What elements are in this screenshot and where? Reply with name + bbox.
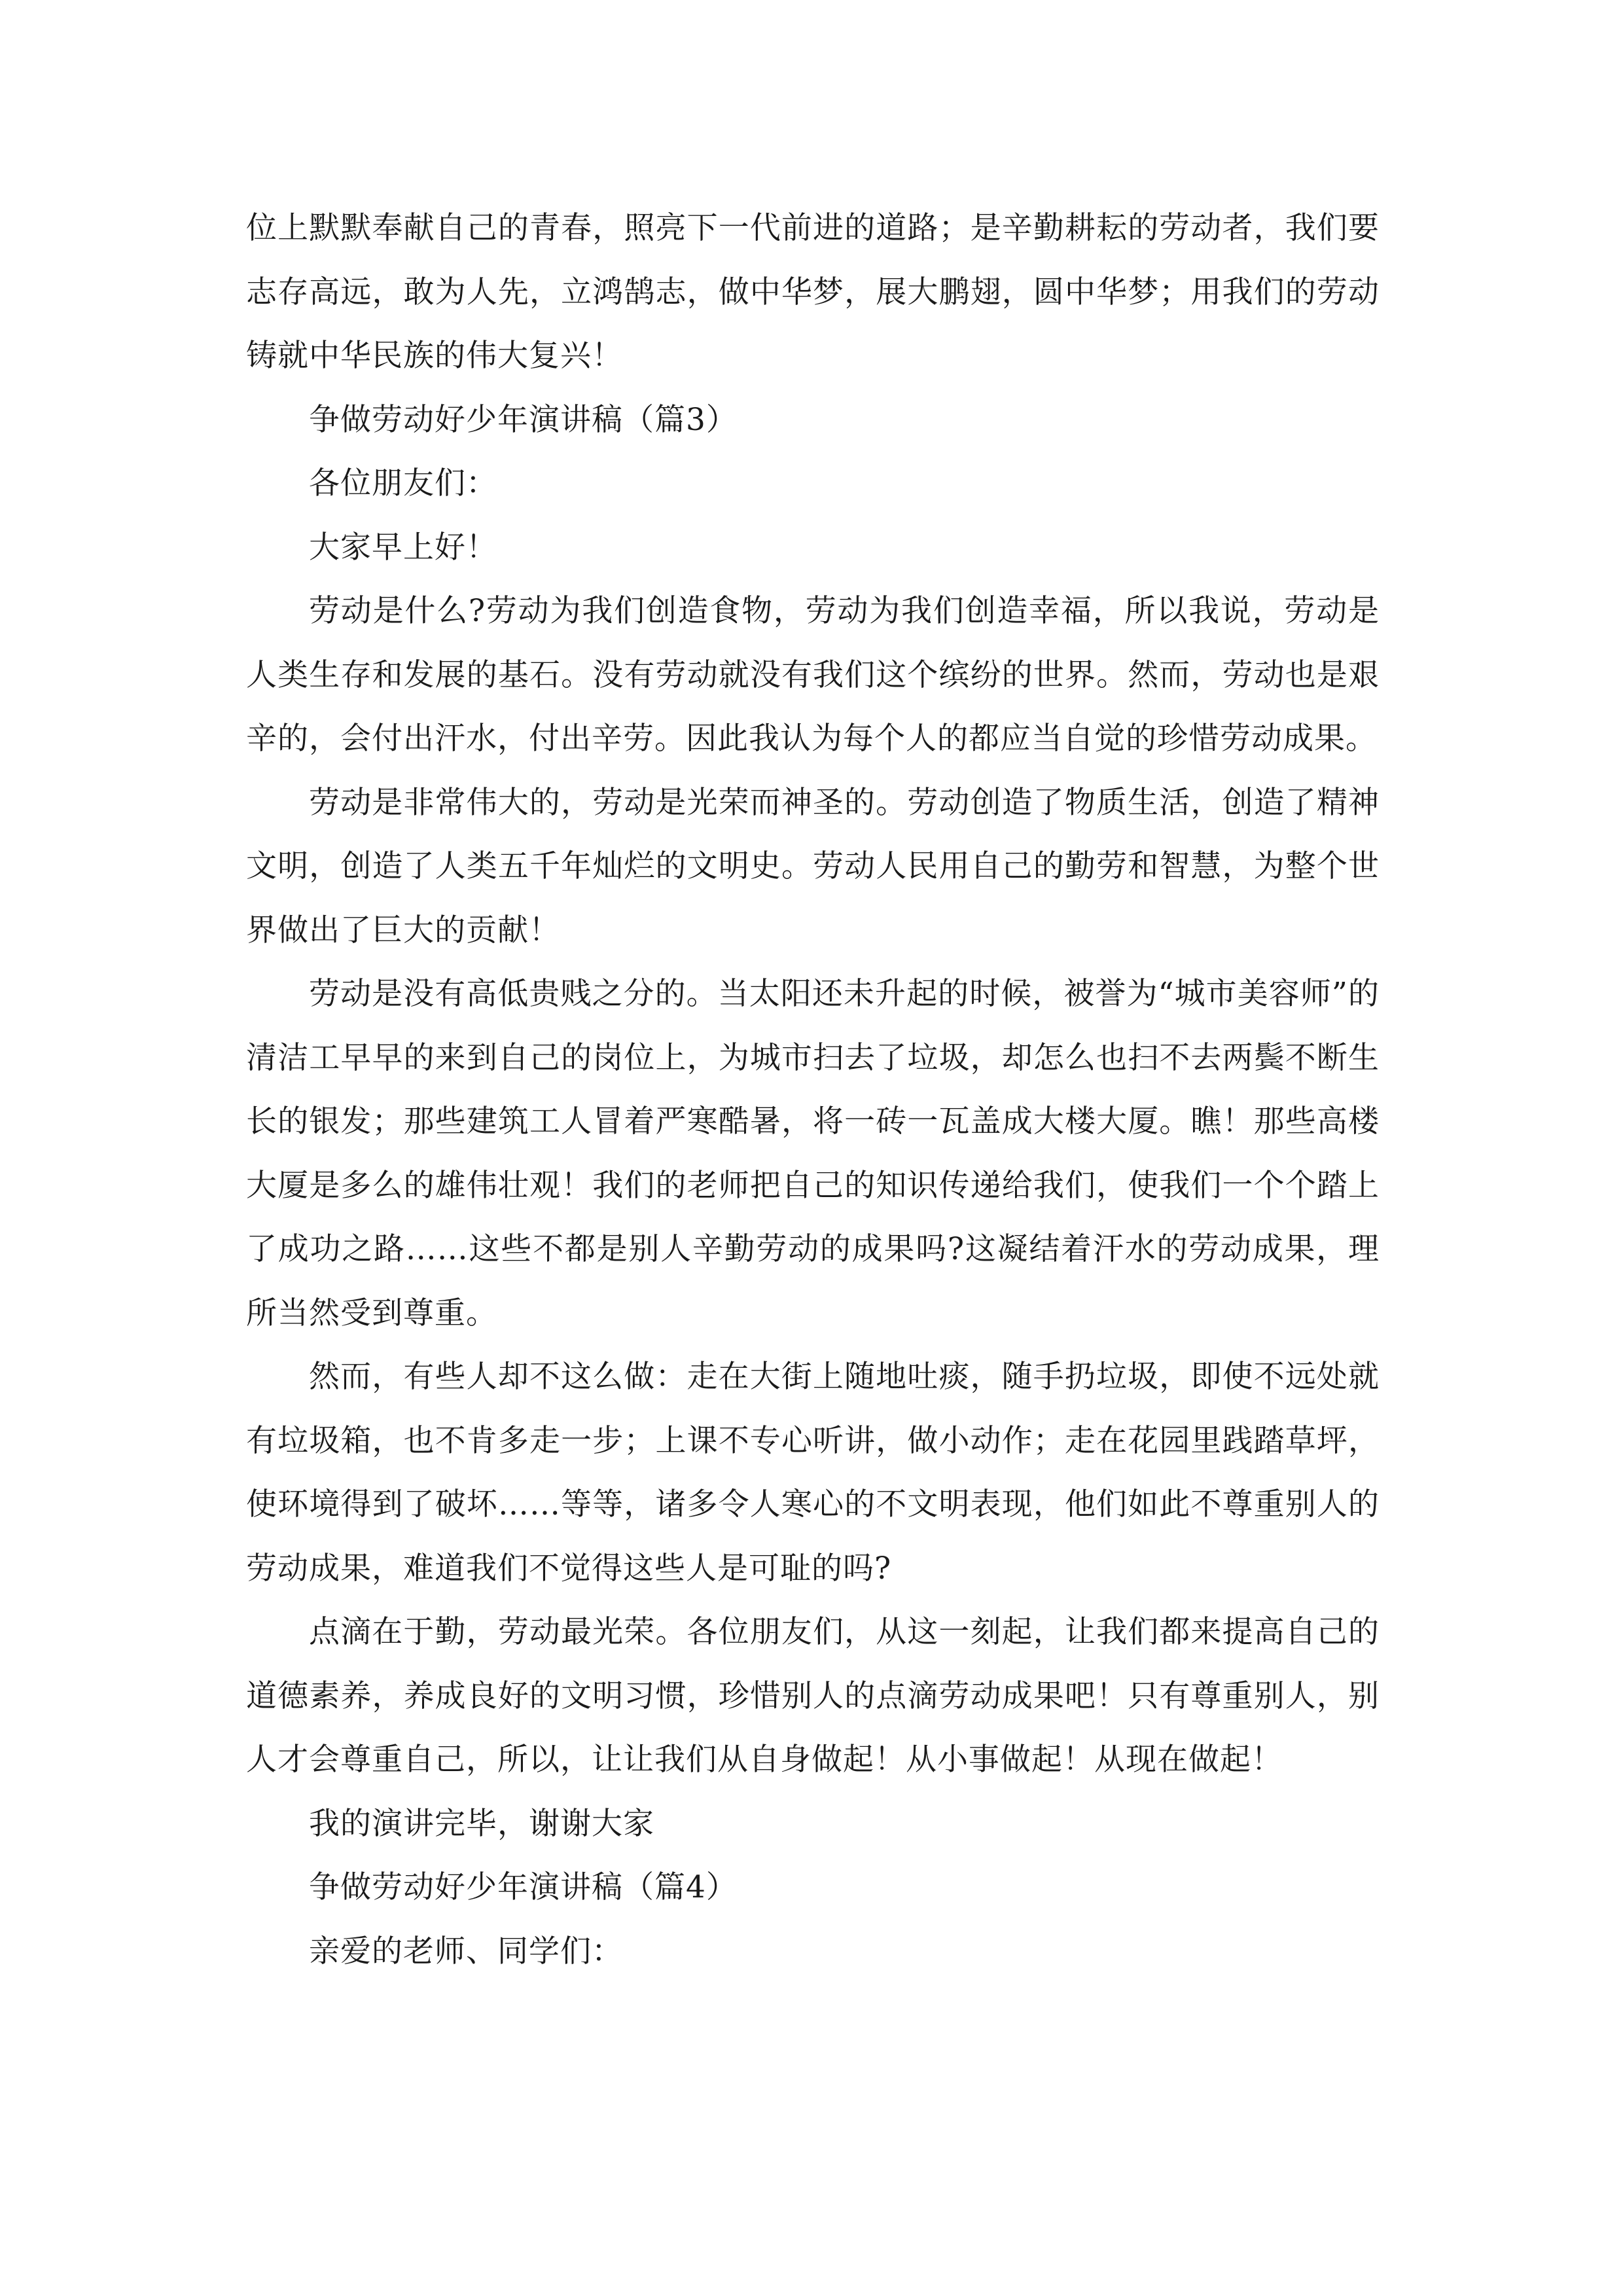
body-paragraph: 点滴在于勤，劳动最光荣。各位朋友们，从这一刻起，让我们都来提高自己的道德素养，养成良好的文明习惯，珍惜别人的点滴劳动成果吧！只有尊重别人，别人才会尊重自己，所以，让让我们从自身做起！从小事做起！从现在做起！: [246, 1614, 1380, 1778]
paragraph-continuation: 位上默默奉献自己的青春，照亮下一代前进的道路；是辛勤耕耘的劳动者，我们要志存高远，敢为人先，立鸿鹄志，做中华梦，展大鹏翅，圆中华梦；用我们的劳动铸就中华民族的伟大复兴！: [246, 210, 1380, 374]
body-paragraph: 劳动是非常伟大的，劳动是光荣而神圣的。劳动创造了物质生活，创造了精神文明，创造了人类五千年灿烂的文明史。劳动人民用自己的勤劳和智慧，为整个世界做出了巨大的贡献！: [246, 784, 1380, 948]
document-body: [246, 196, 1380, 1983]
body-paragraph: 然而，有些人却不这么做：走在大街上随地吐痰，随手扔垃圾，即使不远处就有垃圾箱，也不肯多走一步；上课不专心听讲，做小动作；走在花园里践踏草坪，使环境得到了破坏……等等，诸多令人寒心的不文明表现，他们如此不尊重别人的劳动成果，难道我们不觉得这些人是可耻的吗?: [246, 1359, 1380, 1587]
greeting: 大家早上好！: [309, 529, 497, 565]
section-heading: 争做劳动好少年演讲稿（篇4）: [309, 1869, 738, 1905]
section-heading: 争做劳动好少年演讲稿（篇3）: [309, 401, 738, 438]
body-paragraph: 劳动是什么?劳动为我们创造食物，劳动为我们创造幸福，所以我说，劳动是人类生存和发展的基石。没有劳动就没有我们这个缤纷的世界。然而，劳动也是艰辛的，会付出汗水，付出辛劳。因此我认为每个人的都应当自觉的珍惜劳动成果。: [246, 593, 1380, 757]
salutation: 各位朋友们：: [309, 465, 497, 501]
salutation: 亲爱的老师、同学们：: [309, 1933, 623, 1969]
body-paragraph: 劳动是没有高低贵贱之分的。当太阳还未升起的时候，被誉为“城市美容师”的清洁工早早的来到自己的岗位上，为城市扫去了垃圾，却怎么也扫不去两鬓不断生长的银发；那些建筑工人冒着严寒酷暑，将一砖一瓦盖成大楼大厦。瞧！那些高楼大厦是多么的雄伟壮观！我们的老师把自己的知识传递给我们，使我们一个个踏上了成功之路……这些不都是别人辛勤劳动的成果吗?这凝结着汗水的劳动成果，理所当然受到尊重。: [246, 976, 1380, 1331]
closing-line: 我的演讲完毕，谢谢大家: [309, 1805, 654, 1842]
